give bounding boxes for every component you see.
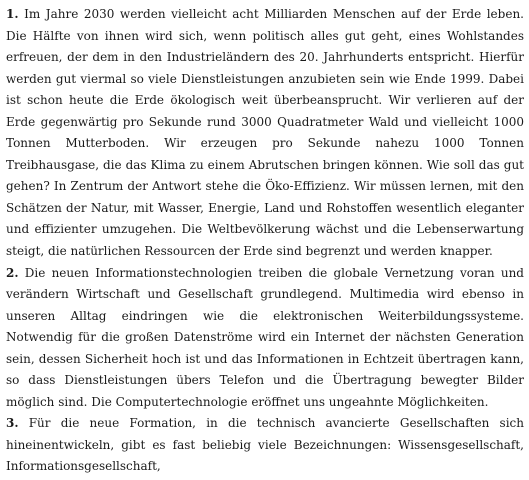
- paragraph-text: Im Jahre 2030 werden vielleicht acht Milliarden Menschen auf der Erde leben. Die Hälfte von ihnen wird sich, wenn politisch alles gut geht, eines Wohlstandes erfreuen, der dem in den Industrieländern des 20. Jahrhunderts entspricht. Hierfür werden gut viermal so viele Dienstleistungen anzubieten sein wie Ende 1999. Dabei ist schon heute die Erde ökologisch weit überbeansprucht. Wir verlieren auf der Erde gegenwärtig pro Sekunde rund 3000 Quadratmeter Wald und vielleicht 1000 Tonnen Mutterboden. Wir erzeugen pro Sekunde nahezu 1000 Tonnen Treibhausgase, die das Klima zu einem Abrutschen bringen können. Wie soll das gut gehen? In Zentrum der Antwort stehe die Öko-Effizienz. Wir müssen lernen, mit den Schätzen der Natur, mit Wasser, Energie, Land und Rohstoffen wesentlich eleganter und effizienter umzugehen. Die Weltbevölkerung wächst und die Lebenserwartung steigt, die natürlichen Ressourcen der Erde sind begrenzt und werden knapper.: [6, 7, 524, 259]
- paragraph-3: [6, 413, 524, 478]
- paragraph-number: 3.: [6, 416, 19, 431]
- paragraph-number: 2.: [6, 265, 19, 280]
- paragraph-text: Für die neue Formation, in die technisch avancierte Gesellschaften sich hineinentwickeln, gibt es fast beliebig viele Bezeichnungen: Wissensgesellschaft, Informationsgesellschaft,: [6, 416, 524, 474]
- paragraph-1: [6, 4, 524, 263]
- paragraph-2: [6, 263, 524, 414]
- document-page: [6, 4, 524, 478]
- paragraph-text: Die neuen Informationstechnologien treiben die globale Vernetzung voran und verändern Wirtschaft und Gesellschaft grundlegend. Multimedia wird ebenso in unseren Alltag eindringen wie die elektronischen Weiterbildungssysteme. Notwendig für die großen Datenströme wird ein Internet der nächsten Generation sein, dessen Sicherheit hoch ist und das Informationen in Echtzeit übertragen kann, so dass Dienstleistungen übers Telefon und die Übertragung bewegter Bilder möglich sind. Die Computertechnologie eröffnet uns ungeahnte Möglichkeiten.: [6, 265, 524, 409]
- paragraph-number: 1.: [6, 7, 19, 21]
